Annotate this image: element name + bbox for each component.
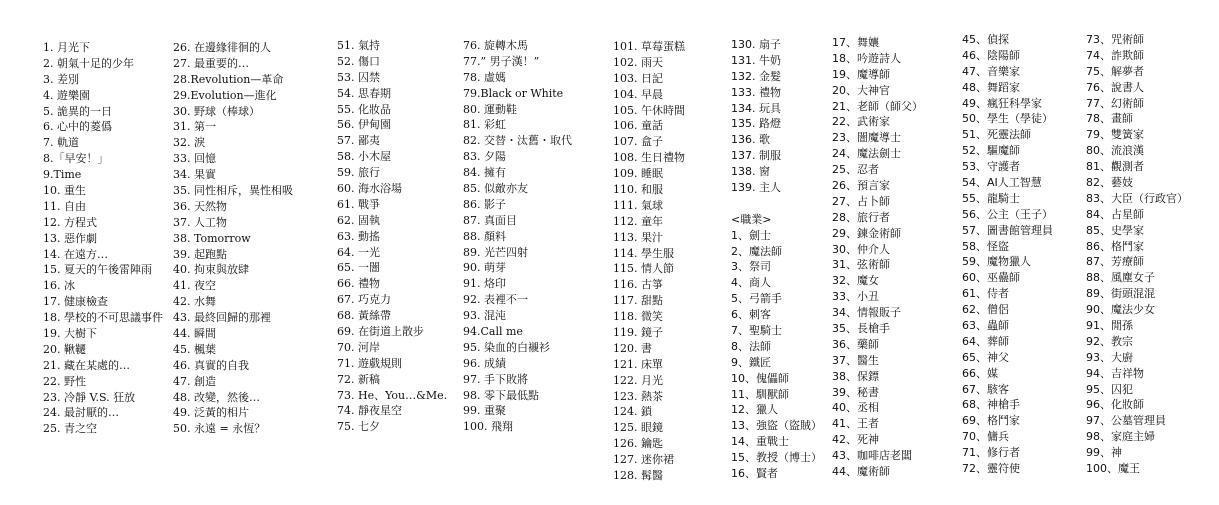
- list-item: 94、吉祥物: [1086, 366, 1144, 380]
- list-item: 77.” 男子漢！”: [463, 54, 540, 68]
- prompt-list-column-7: [832, 35, 923, 480]
- list-item: 9、鐵匠: [731, 355, 771, 369]
- list-item: 100、魔王: [1086, 462, 1140, 476]
- list-item: 32、魔女: [832, 274, 879, 288]
- list-item: 54、AI人工智慧: [962, 176, 1042, 190]
- list-item: 57、圖書館管理員: [962, 223, 1053, 237]
- list-item: 15、教授（博士）: [731, 451, 822, 465]
- list-item: 90. 萌芽: [463, 261, 506, 275]
- list-item: 12. 方程式: [43, 215, 97, 229]
- list-item: 25. 青之空: [43, 422, 97, 436]
- list-item: 79、雙簧家: [1086, 128, 1144, 142]
- list-item: 47. 創造: [173, 374, 216, 388]
- list-item: 49、瘋狂科學家: [962, 96, 1042, 110]
- list-item: 4. 遊樂園: [43, 88, 90, 102]
- list-item: 96、化妝師: [1086, 398, 1144, 412]
- list-item: 69. 在街道上散步: [337, 325, 424, 339]
- list-item: 82. 交替・汰舊・取代: [463, 134, 572, 148]
- list-item: 80. 運動鞋: [463, 102, 517, 116]
- list-item: 36. 天然物: [173, 199, 227, 213]
- list-item: 46、陰陽師: [962, 48, 1020, 62]
- prompt-list-column-1: [43, 40, 163, 437]
- list-item: 61、侍者: [962, 287, 1009, 301]
- list-item: 82、藝妓: [1086, 176, 1133, 190]
- list-item: 25、忍者: [832, 163, 879, 177]
- list-item: 16. 冰: [43, 279, 75, 293]
- list-item: 104. 早晨: [613, 87, 663, 101]
- list-item: 112. 童年: [613, 214, 663, 228]
- list-item: 38. Tomorrow: [173, 231, 251, 245]
- list-item: 45. 楓葉: [173, 342, 216, 356]
- list-item: 28、旅行者: [832, 210, 890, 224]
- list-item: 116. 古箏: [613, 278, 663, 292]
- list-item: 122. 月光: [613, 373, 663, 387]
- list-item: 80、流浪漢: [1086, 144, 1144, 158]
- list-item: 59. 旅行: [337, 166, 380, 180]
- list-item: 90、魔法少女: [1086, 303, 1155, 317]
- list-item: 47、音樂家: [962, 64, 1020, 78]
- list-item: 59、魔物獵人: [962, 255, 1031, 269]
- list-item: 11、馴獸師: [731, 387, 789, 401]
- list-item: 41、王者: [832, 417, 879, 431]
- list-item: 132. 金髮: [731, 69, 781, 83]
- list-item: 40、丞相: [832, 401, 879, 415]
- list-item: 118. 微笑: [613, 310, 663, 324]
- list-item: 65. 一闇: [337, 261, 380, 275]
- list-item: 119. 鏡子: [613, 326, 663, 340]
- list-item: 18、吟遊詩人: [832, 51, 901, 65]
- list-item: 97. 手下敗將: [463, 372, 528, 386]
- list-item: 16、賢者: [731, 467, 778, 481]
- list-item: 29、鍊金術師: [832, 226, 901, 240]
- list-item: 89、街頭混混: [1086, 287, 1155, 301]
- list-item: 4、商人: [731, 276, 771, 290]
- list-item: 131. 牛奶: [731, 53, 781, 67]
- list-item: 130. 扇子: [731, 38, 781, 51]
- list-item: 89. 光芒四射: [463, 245, 528, 259]
- list-item: 31、弦術師: [832, 258, 890, 272]
- list-item: 120. 書: [613, 341, 652, 355]
- list-item: 79.Black or White: [463, 86, 564, 100]
- list-item: 5、弓箭手: [731, 292, 782, 306]
- list-item: 114. 學生服: [613, 246, 674, 260]
- list-item: 86. 影子: [463, 197, 506, 211]
- list-item: 17. 健康檢查: [43, 295, 108, 309]
- list-item: 115. 情人節: [613, 262, 674, 276]
- list-item: 56、公主（王子）: [962, 207, 1053, 221]
- list-item: 84、占星師: [1086, 207, 1144, 221]
- list-item: 100. 飛翔: [463, 420, 513, 434]
- list-item: 73、咒術師: [1086, 33, 1144, 46]
- list-item: 23. 冷靜 V.S. 狂放: [43, 390, 136, 404]
- list-item: 48、舞蹈家: [962, 80, 1020, 94]
- list-item: 95. 染血的白襯衫: [463, 340, 550, 354]
- list-item: 62、僧侶: [962, 303, 1009, 317]
- list-item: 13. 惡作劇: [43, 231, 97, 245]
- list-item: 113. 果汁: [613, 230, 663, 244]
- list-item: 28.Revolution—革命: [173, 72, 284, 86]
- list-item: 73. He、You…&Me.: [337, 388, 448, 402]
- list-item: 51. 氣持: [337, 39, 380, 52]
- list-item: 18. 學校的不可思議事件: [43, 311, 163, 325]
- list-item: 58、怪盜: [962, 239, 1009, 253]
- list-item: 21、老師（師父）: [832, 99, 923, 113]
- list-item: 124. 鎖: [613, 405, 652, 419]
- list-item: 31. 第一: [173, 120, 216, 134]
- list-item: 42、死神: [832, 433, 879, 447]
- list-item: 19. 大樹下: [43, 327, 97, 341]
- list-item: 37. 人工物: [173, 215, 227, 229]
- list-item: 7、聖騎士: [731, 324, 782, 338]
- list-item: 44、魔術師: [832, 465, 890, 479]
- list-item: 123. 熱茶: [613, 389, 663, 403]
- list-item: 49. 泛黃的相片: [173, 406, 249, 420]
- list-item: 3. 差別: [43, 72, 79, 86]
- list-item: 94.Call me: [463, 325, 523, 339]
- list-item: 81、觀測者: [1086, 160, 1144, 174]
- prompt-list-column-4: [463, 38, 572, 435]
- list-item: 134. 玩具: [731, 101, 781, 115]
- list-item: 70. 河岸: [337, 340, 380, 354]
- list-item: 126. 鑰匙: [613, 437, 663, 451]
- list-item: 75. 七夕: [337, 420, 380, 434]
- list-item: 121. 床單: [613, 357, 663, 371]
- list-item: 61. 戰爭: [337, 197, 380, 211]
- list-item: 63、蟲師: [962, 319, 1009, 333]
- list-item: 83. 夕陽: [463, 150, 506, 164]
- list-item: 57. 鄙夷: [337, 134, 380, 148]
- prompt-list-column-6: [731, 37, 822, 482]
- list-item: 7. 軌道: [43, 136, 79, 150]
- list-item: 107. 盒子: [613, 135, 663, 149]
- list-item: 93. 混沌: [463, 309, 506, 323]
- list-item: 110. 和服: [613, 183, 663, 197]
- list-item: 45、偵探: [962, 33, 1009, 46]
- list-item: 85. 似敵亦友: [463, 182, 528, 196]
- list-item: 33. 回憶: [173, 152, 216, 166]
- prompt-list-column-2: [173, 40, 293, 437]
- list-item: 91、閒孫: [1086, 319, 1133, 333]
- list-item: 77、幻術師: [1086, 96, 1144, 110]
- list-item: 19、魔導師: [832, 67, 890, 81]
- list-item: 111. 氣球: [613, 198, 663, 212]
- list-item: 8、法師: [731, 339, 771, 353]
- list-item: 42. 水舞: [173, 295, 216, 309]
- list-item: 135. 路燈: [731, 117, 781, 131]
- list-item: 1、劍士: [731, 228, 771, 242]
- list-item: 9.Time: [43, 168, 82, 182]
- list-item: 35. 同性相斥，異性相吸: [173, 184, 293, 198]
- list-item: 75、解夢者: [1086, 64, 1144, 78]
- list-item: 117. 甜點: [613, 294, 663, 308]
- list-item: 44. 瞬間: [173, 327, 216, 341]
- list-item: 60、巫蠱師: [962, 271, 1020, 285]
- list-item: 92、教宗: [1086, 334, 1133, 348]
- list-item: 53、守護者: [962, 160, 1020, 174]
- list-item: 13、強盜（盜賊）: [731, 419, 822, 433]
- list-item: 128. 髯醫: [613, 469, 663, 483]
- list-item: 52、驅魔師: [962, 144, 1020, 158]
- list-item: 71. 遊戲規則: [337, 356, 402, 370]
- list-item: 27. 最重要的…: [173, 56, 249, 70]
- list-item: [731, 196, 822, 212]
- list-item: 81. 彩虹: [463, 118, 506, 132]
- list-item: 56. 伊甸園: [337, 118, 391, 132]
- list-item: 66. 禮物: [337, 277, 380, 291]
- list-item: 64、葬師: [962, 334, 1009, 348]
- list-item: 39. 起跑點: [173, 247, 227, 261]
- list-item: 106. 童話: [613, 119, 663, 133]
- list-item: 10. 重生: [43, 184, 86, 198]
- list-item: 127. 迷你裙: [613, 453, 674, 467]
- list-item: 22、武術家: [832, 115, 890, 129]
- list-item: 30、仲介人: [832, 242, 890, 256]
- list-item: 29.Evolution—進化: [173, 88, 277, 102]
- list-item: 102. 雨天: [613, 55, 663, 69]
- list-item: 84. 擁有: [463, 166, 506, 180]
- list-item: 103. 日記: [613, 71, 663, 85]
- list-item: 34. 果實: [173, 168, 216, 182]
- list-item: 21. 藏在某處的…: [43, 358, 130, 372]
- list-item: 27、占卜師: [832, 194, 890, 208]
- list-item: 70、傭兵: [962, 430, 1009, 444]
- list-item: 109. 睡眠: [613, 167, 663, 181]
- list-item: 83、大臣（行政官）: [1086, 191, 1188, 205]
- list-item: 52. 傷口: [337, 54, 380, 68]
- list-item: 139. 主人: [731, 181, 781, 195]
- list-item: 69、格鬥家: [962, 414, 1020, 428]
- prompt-list-column-9: [1086, 32, 1188, 477]
- list-item: 50、學生（學徒）: [962, 112, 1053, 126]
- list-item: 17、舞孃: [832, 36, 879, 49]
- list-item: 93、大廚: [1086, 350, 1133, 364]
- list-item: 74、詐欺師: [1086, 48, 1144, 62]
- list-item: 86、格鬥家: [1086, 239, 1144, 253]
- list-item: 60. 海水浴場: [337, 182, 402, 196]
- list-item: 97、公墓管理員: [1086, 414, 1166, 428]
- list-item: 36、藥師: [832, 337, 879, 351]
- list-item: 85、史學家: [1086, 223, 1144, 237]
- list-item: 22. 野性: [43, 374, 86, 388]
- list-item: 33、小丑: [832, 290, 879, 304]
- list-item: 98. 零下最低點: [463, 388, 539, 402]
- list-item: 54. 思春期: [337, 86, 391, 100]
- list-item: 51、死靈法師: [962, 128, 1031, 142]
- list-item: 10、傀儡師: [731, 371, 789, 385]
- list-item: 138. 窗: [731, 165, 770, 179]
- list-item: 68、神槍手: [962, 398, 1020, 412]
- list-item: 58. 小木屋: [337, 150, 391, 164]
- section-heading-occupations: <職業>: [731, 212, 772, 226]
- list-item: 63. 動搖: [337, 229, 380, 243]
- list-item: 24、魔法劍士: [832, 147, 901, 161]
- list-item: 6. 心中的菱僞: [43, 120, 112, 134]
- list-item: 14、重戰士: [731, 435, 789, 449]
- list-item: 136. 歌: [731, 133, 770, 147]
- list-item: 43、咖啡店老闆: [832, 449, 912, 463]
- list-item: 48. 改變，然後…: [173, 390, 260, 404]
- list-item: 66、媒: [962, 366, 998, 380]
- list-item: 5. 詭異的一日: [43, 104, 112, 118]
- list-item: 38、保鏢: [832, 369, 879, 383]
- list-item: 15. 夏天的午後雷陣雨: [43, 263, 152, 277]
- list-item: 91. 烙印: [463, 277, 506, 291]
- list-item: 74. 靜夜星空: [337, 404, 402, 418]
- list-item: 87、芳療師: [1086, 255, 1144, 269]
- list-item: 87. 真面目: [463, 213, 517, 227]
- list-item: 30. 野球（棒球）: [173, 104, 260, 118]
- list-item: 24. 最討厭的…: [43, 406, 119, 420]
- list-item: 137. 制服: [731, 149, 781, 163]
- list-item: 78、畫師: [1086, 112, 1133, 126]
- list-item: 20、大神官: [832, 83, 890, 97]
- list-item: 72、靈符使: [962, 462, 1020, 476]
- list-item: 99、神: [1086, 446, 1122, 460]
- list-item: 55、龍騎士: [962, 191, 1020, 205]
- list-item: 64. 一光: [337, 245, 380, 259]
- list-item: 88、風塵女子: [1086, 271, 1155, 285]
- list-item: 88. 顏料: [463, 229, 506, 243]
- list-item: 133. 禮物: [731, 85, 781, 99]
- list-item: 76、說書人: [1086, 80, 1144, 94]
- prompt-list-column-3: [337, 38, 447, 435]
- list-item: 37、醫生: [832, 353, 879, 367]
- list-item: 65、神父: [962, 350, 1009, 364]
- list-item: 26. 在邊緣徘徊的人: [173, 41, 271, 54]
- list-item: 32. 淚: [173, 136, 205, 150]
- list-item: 125. 眼鏡: [613, 421, 663, 435]
- list-item: 71、修行者: [962, 446, 1020, 460]
- list-item: 2、魔法師: [731, 244, 782, 258]
- list-item: 20. 鞦韆: [43, 342, 86, 356]
- list-item: 12、獵人: [731, 403, 778, 417]
- list-item: 6、刺客: [731, 308, 771, 322]
- list-item: 96. 成績: [463, 356, 506, 370]
- list-item: 11. 自由: [43, 199, 86, 213]
- list-item: 105. 午休時間: [613, 103, 685, 117]
- list-item: 68. 黃絲帶: [337, 309, 391, 323]
- list-item: 8.「早安！」: [43, 152, 109, 166]
- list-item: 40. 拘束與放肆: [173, 263, 249, 277]
- list-item: 34、情報販子: [832, 306, 901, 320]
- list-item: 50. 永遠 = 永恆？: [173, 422, 266, 436]
- list-item: 3、祭司: [731, 260, 771, 274]
- list-item: 43. 最終回歸的那裡: [173, 311, 271, 325]
- list-item: 92. 表裡不一: [463, 293, 528, 307]
- list-item: 78. 虛媽: [463, 70, 506, 84]
- prompt-list-column-5: [613, 39, 685, 484]
- list-item: 72. 新稿: [337, 372, 380, 386]
- list-item: 67. 巧克力: [337, 293, 391, 307]
- list-item: 98、家庭主婦: [1086, 430, 1155, 444]
- list-item: 99. 重聚: [463, 404, 506, 418]
- list-item: 41. 夜空: [173, 279, 216, 293]
- list-item: 67、駭客: [962, 382, 1009, 396]
- list-item: 26、預言家: [832, 179, 890, 193]
- list-item: 108. 生日禮物: [613, 151, 685, 165]
- list-item: 62. 固執: [337, 213, 380, 227]
- list-item: 76. 旋轉木馬: [463, 39, 528, 52]
- list-item: 46. 真實的自我: [173, 358, 249, 372]
- list-item: 35、長槍手: [832, 322, 890, 336]
- list-item: 55. 化妝品: [337, 102, 391, 116]
- list-item: 23、闇魔導士: [832, 131, 901, 145]
- list-item: 39、秘書: [832, 385, 879, 399]
- list-item: 53. 囚禁: [337, 70, 380, 84]
- prompt-list-column-8: [962, 32, 1053, 477]
- list-item: 95、囚犯: [1086, 382, 1133, 396]
- list-item: 14. 在遠方…: [43, 247, 108, 261]
- list-item: 1. 月光下: [43, 41, 90, 54]
- list-item: 101. 草莓蛋糕: [613, 40, 685, 53]
- list-item: 2. 朝氣十足的少年: [43, 56, 134, 70]
